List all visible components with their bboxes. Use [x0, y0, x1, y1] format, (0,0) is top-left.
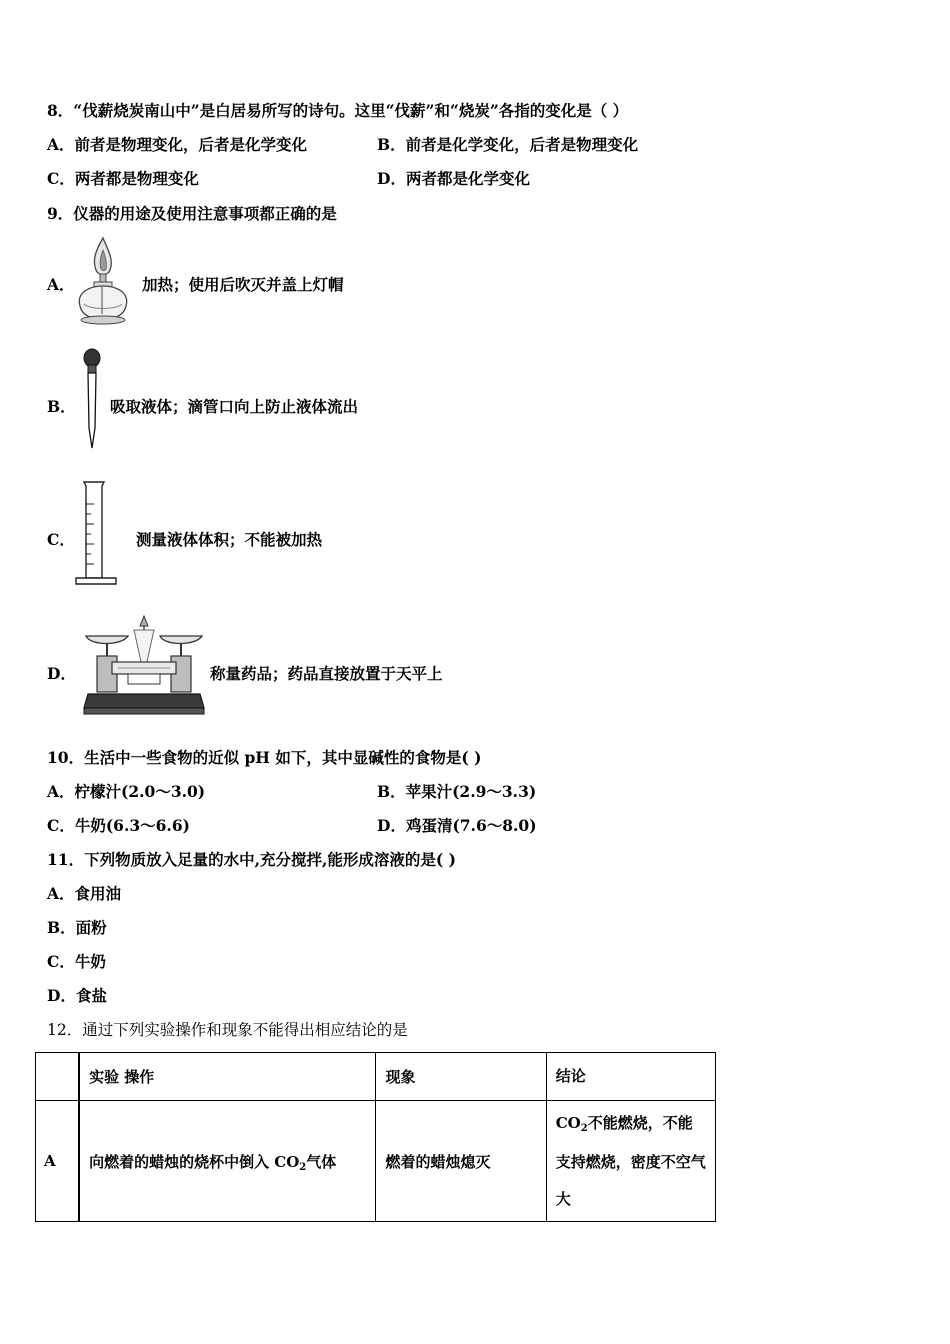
q12-experiment-table — [35, 1052, 716, 1222]
q8-option-a: A．前者是物理变化，后者是化学变化 — [47, 135, 308, 154]
q11-stem: 11．下列物质放入足量的水中,充分搅拌,能形成溶液的是( ) — [47, 850, 456, 869]
q9-option-a-text: 加热；使用后吹灭并盖上灯帽 — [142, 275, 344, 294]
row-operation — [79, 1101, 376, 1222]
operation-text-before: 向燃着的蜡烛的烧杯中倒入 CO — [89, 1152, 300, 1171]
q9-option-c-text: 测量液体体积；不能被加热 — [136, 530, 323, 549]
q8-option-c: C．两者都是物理变化 — [47, 169, 199, 188]
row-phenomenon: 燃着的蜡烛熄灭 — [376, 1101, 546, 1222]
q10-option-b: B．苹果汁(2.9～3.3) — [377, 782, 537, 801]
q9-option-b-text: 吸取液体；滴管口向上防止液体流出 — [110, 397, 359, 416]
conclusion-text: 不能燃烧，不能支持燃烧，密度不空气大 — [555, 1113, 706, 1208]
conclusion-subscript: 2 — [580, 1122, 588, 1134]
row-label: A — [36, 1101, 80, 1222]
q9-stem: 9．仪器的用途及使用注意事项都正确的是 — [47, 204, 337, 223]
q8-option-b: B．前者是化学变化，后者是物理变化 — [377, 135, 639, 154]
q11-option-a: A．食用油 — [47, 884, 122, 903]
q9-option-d-letter: D． — [47, 664, 76, 683]
table-header-conclusion: 结论 — [546, 1053, 715, 1101]
q11-option-d: D．食盐 — [47, 986, 107, 1005]
table-header-row — [36, 1053, 716, 1101]
balance-icon — [82, 612, 208, 718]
operation-text-after: 气体 — [306, 1152, 337, 1171]
q8-stem: 8．“伐薪烧炭南山中”是白居易所写的诗句。这里“伐薪”和“烧炭”各指的变化是（ ） — [47, 101, 629, 120]
q9-option-a-letter: A． — [47, 275, 75, 294]
q10-option-a: A．柠檬汁(2.0～3.0) — [47, 782, 206, 801]
q10-option-c: C．牛奶(6.3～6.6) — [47, 816, 190, 835]
q9-option-b-letter: B． — [47, 397, 76, 416]
table-header-blank — [36, 1053, 80, 1101]
q11-option-c: C．牛奶 — [47, 952, 106, 971]
q9-option-c-letter: C． — [47, 530, 75, 549]
table-row — [36, 1101, 716, 1222]
q9-option-d-text: 称量药品；药品直接放置于天平上 — [210, 664, 443, 683]
table-header-phenomenon: 现象 — [376, 1053, 546, 1101]
table-header-operation: 实验 操作 — [79, 1053, 376, 1101]
graduated-cylinder-icon — [72, 480, 122, 588]
q11-option-b: B．面粉 — [47, 918, 107, 937]
dropper-icon — [80, 348, 104, 450]
conclusion-prefix: CO — [555, 1113, 581, 1132]
q10-option-d: D．鸡蛋清(7.6～8.0) — [377, 816, 537, 835]
q8-option-d: D．两者都是化学变化 — [377, 169, 530, 188]
q10-stem: 10．生活中一些食物的近似 pH 如下，其中显碱性的食物是( ) — [47, 748, 482, 767]
alcohol-lamp-icon — [72, 236, 134, 326]
operation-subscript: 2 — [299, 1161, 307, 1173]
q12-stem: 12．通过下列实验操作和现象不能得出相应结论的是 — [47, 1021, 408, 1039]
row-conclusion — [546, 1101, 715, 1222]
